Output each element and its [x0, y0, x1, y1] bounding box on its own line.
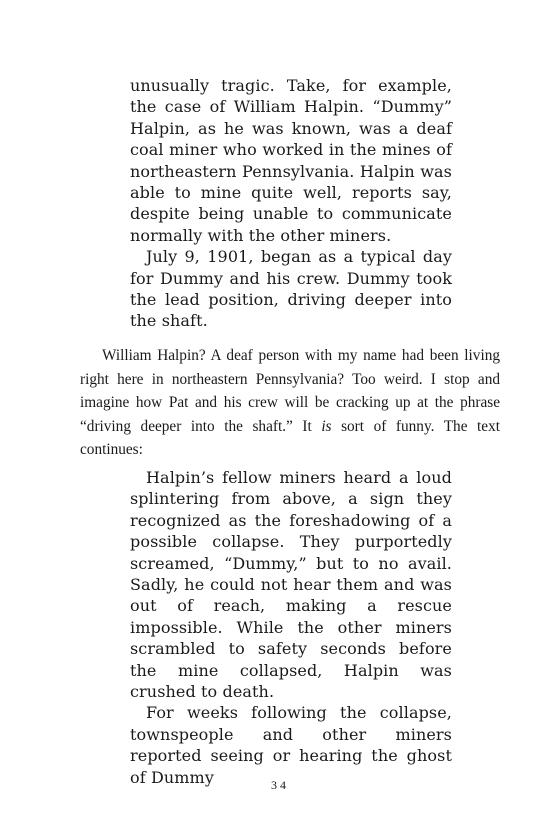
narration-text-before: William Halpin? A deaf person with my name had been living right here in northeastern Pennsylvania? Too weird. I stop and imagine how Pat and his crew will be cracking up at the phrase “driving deeper into the shaft.” It — [80, 347, 500, 435]
narration-italic-word: is — [321, 417, 332, 435]
block-quote-bottom — [130, 467, 452, 788]
narration-text — [80, 344, 500, 462]
quote-bottom-paragraph-2: For weeks following the collapse, townspeople and other miners reported seeing or hearing the ghost of Dummy — [130, 703, 452, 787]
page-number: 34 — [271, 778, 289, 792]
quote-top-paragraph-2: July 9, 1901, began as a typical day for Dummy and his crew. Dummy took the lead position, driving deeper into the shaft. — [130, 247, 452, 331]
block-quote-top — [130, 75, 452, 332]
quote-top-paragraph-1: unusually tragic. Take, for example, the case of William Halpin. “Dummy” Halpin, as he was known, was a deaf coal miner who worked in the mines of northeastern Pennsylvania. Halpin was able to mine quite well, reports say, despite being unable to communicate normally with the other miners. — [130, 76, 452, 245]
narration-paragraph — [80, 344, 500, 462]
narration-text-after: sort of funny. The text continues: — [80, 417, 500, 459]
quote-bottom-paragraph-1: Halpin’s fellow miners heard a loud splintering from above, a sign they recognized as the foreshadowing of a possible collapse. They purportedly screamed, “Dummy,” but to no avail. Sadly, he could not hear them and was out of reach, making a rescue impossible. While the other miners scrambled to safety seconds before the mine collapsed, Halpin was crushed to death. — [130, 468, 452, 702]
